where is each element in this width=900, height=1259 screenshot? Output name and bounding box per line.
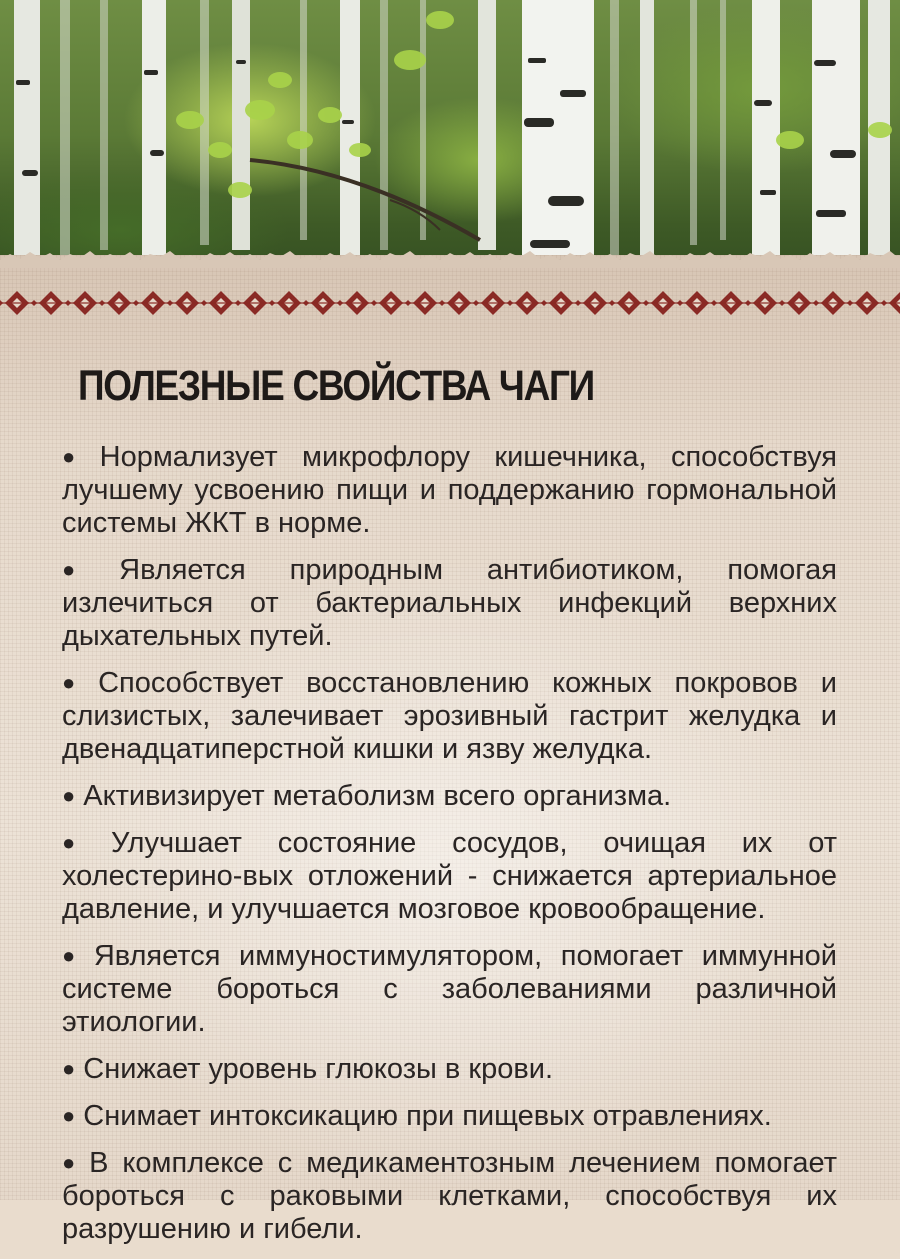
frayed-edge [0,248,900,268]
list-item [62,440,837,540]
bullet-icon: ● [62,783,76,808]
bullet-icon: ● [62,1056,76,1081]
properties-list [62,440,837,1259]
list-item-text: Способствует восстановлению кожных покровов и слизистых, залечивает эрозивный гастрит желудка и двенадцатиперстной кишки и язву желудка. [62,667,837,765]
list-item [62,1099,837,1133]
bullet-icon: ● [62,1150,82,1175]
list-item-text: Снимает интоксикацию при пищевых отравлениях. [83,1100,772,1132]
bullet-icon: ● [62,670,91,695]
list-item-text: Активизирует метаболизм всего организма. [83,780,672,812]
list-item [62,553,837,653]
list-item-text: Является иммуностимулятором, помогает иммунной системе бороться с заболеваниями различной этиологии. [62,940,838,1038]
bullet-icon: ● [62,1103,76,1128]
list-item [62,779,837,813]
bullet-icon: ● [62,444,92,469]
list-item-text: В комплексе с медикаментозным лечением помогает бороться с раковыми клетками, способствуя их разрушению и гибели. [62,1147,837,1245]
list-item [62,939,837,1039]
page-title: ПОЛЕЗНЫЕ СВОЙСТВА ЧАГИ [78,362,594,410]
list-item [62,826,837,926]
bullet-icon: ● [62,943,86,968]
list-item-text: Является природным антибиотиком, помогая излечиться от бактериальных инфекций верхних дыхательных путей. [62,554,837,652]
red-diamond-ornament-band [0,288,900,318]
list-item [62,666,837,766]
bullet-icon: ● [62,557,112,582]
list-item [62,1052,837,1086]
list-item [62,1146,837,1246]
list-item-text: Нормализует микрофлору кишечника, способствуя лучшему усвоению пищи и поддержанию гормональной системы ЖКТ в норме. [62,441,837,539]
list-item-text: Улучшает состояние сосудов, очищая их от холестерино-вых отложений - снижается артериальное давление, и улучшается мозговое кровообращение. [62,827,837,925]
list-item-text: Снижает уровень глюкозы в крови. [83,1053,554,1085]
bullet-icon: ● [62,830,104,855]
